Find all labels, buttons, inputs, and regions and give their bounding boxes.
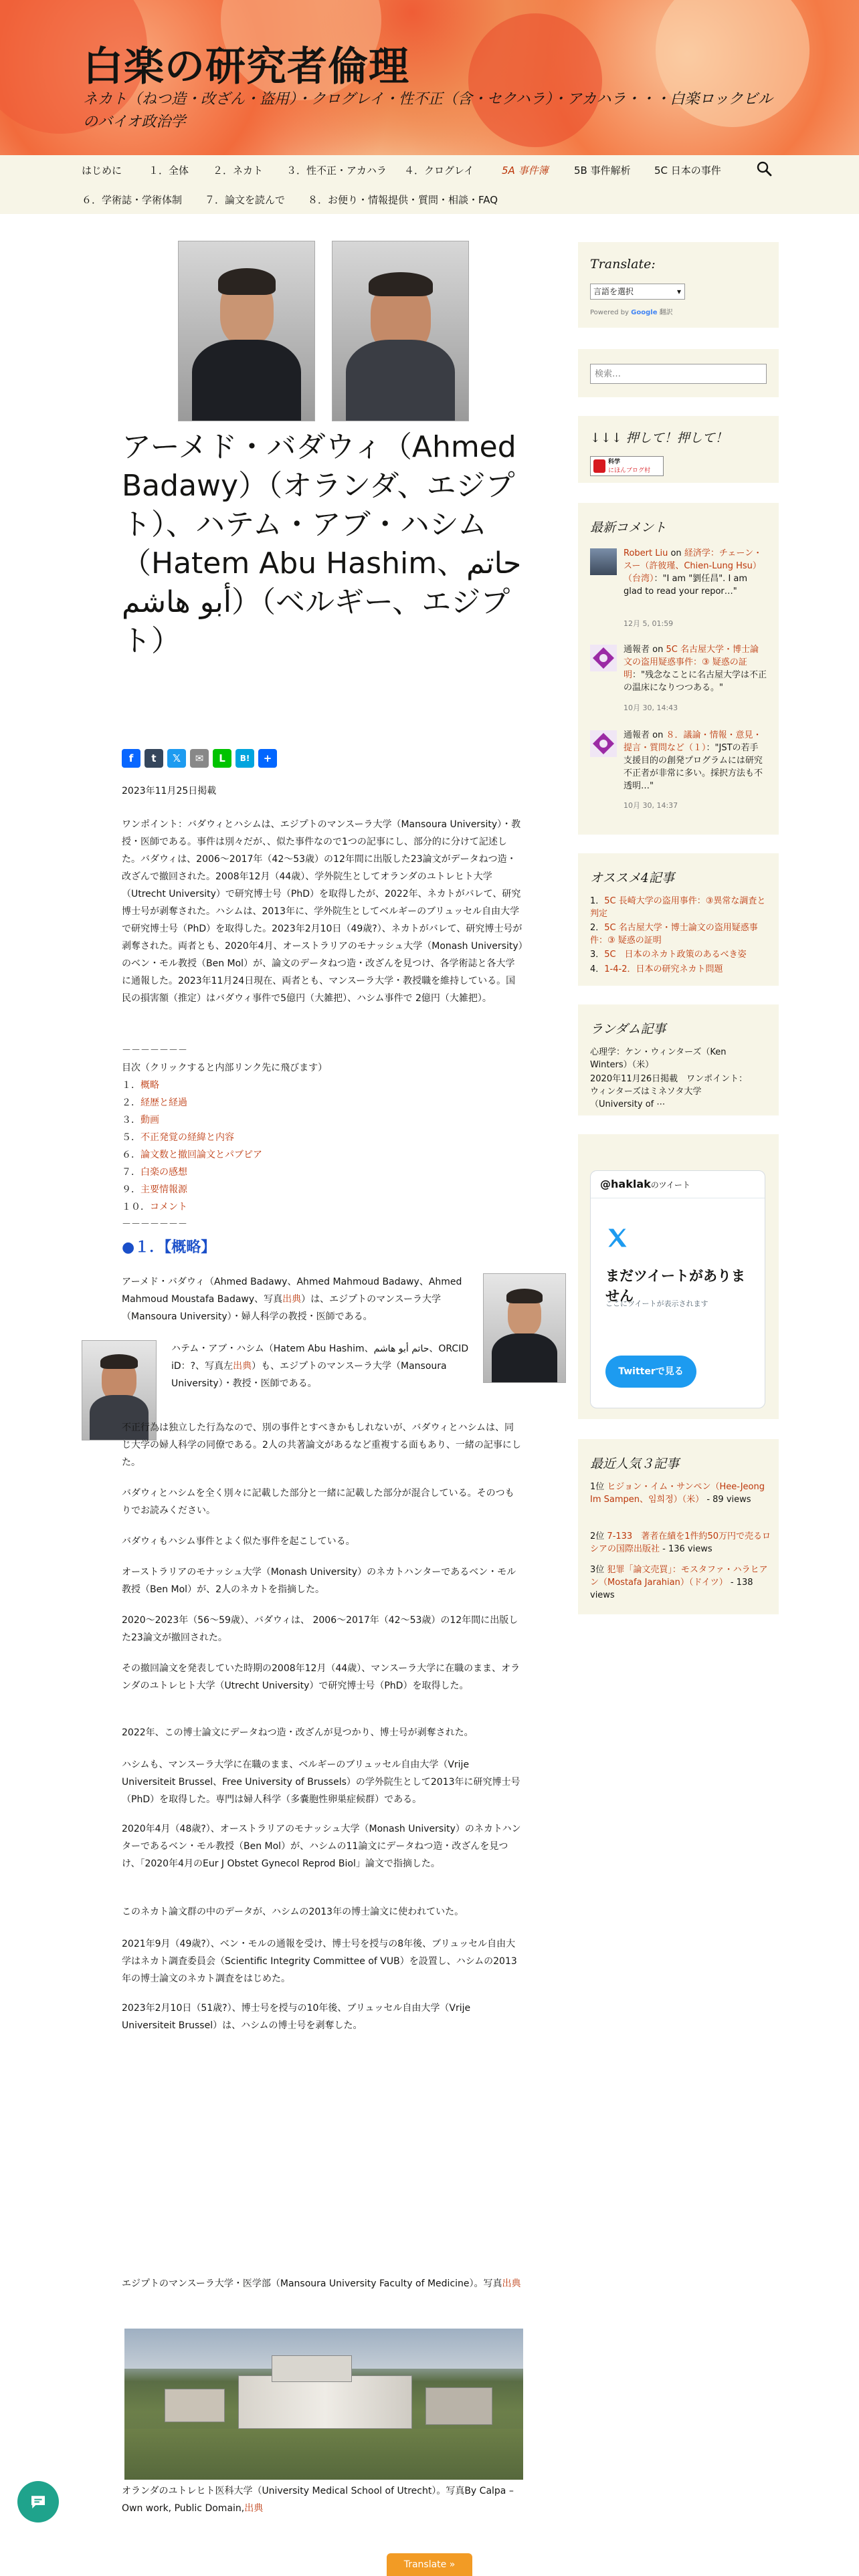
comment-item: Robert Liu on 経済学：チェーン・スー（許彼瑾、Chien-Lung Hsu）（台湾）："I am "劉任昌". I am glad to read your repor…" — [624, 548, 763, 597]
nav-item-zentai[interactable]: １．全体 — [149, 165, 189, 177]
body-paragraph: 2022年、この博士論文にデータねつ造・改ざんが見つかり、博士号が剥奪された。 — [122, 1727, 474, 1738]
toc-link[interactable]: 主要情報源 — [140, 1184, 187, 1195]
widget-title: ↓↓↓ 押して！押して！ — [590, 431, 728, 445]
post-title: アーメド・バダウィ（Ahmed Badawy）（オランダ、エジプト）、ハテム・アブ・ハシム（Hatem Abu Hashim、حاتم أبو هاشم）（ベルギー、エジプト） — [122, 430, 522, 658]
comment-item: 通報者 on 5C 名古屋大学・博士論文の盗用疑惑事件：③ 疑惑の証明："残念なことに名古屋大学は不正の温床になりつつある。" — [624, 645, 767, 693]
language-select[interactable]: 言語を選択 ▾ — [590, 284, 685, 300]
recommended-widget — [578, 853, 779, 986]
recommended-item[interactable]: 4．1‐4‐2．日本の研究ネカト問題 — [590, 964, 723, 974]
toc-rule: －－－－－－－ — [122, 1219, 187, 1230]
body-paragraph: オーストラリアのモナッシュ大学（Monash University）のネカトハンターであるベン・モル教授（Ben Mol）が、2人のネカトを指摘した。 — [122, 1567, 516, 1595]
image-caption-utrecht: オランダのユトレヒト医科大学（University Medical School of Utrecht）。写真By Calpa – Own work, Public Domain,出典 — [122, 2486, 514, 2514]
toc-item[interactable] — [122, 1129, 234, 1146]
toc-num: １０． — [122, 1202, 150, 1212]
badawy-intro: アーメド・バダウィ（Ahmed Badawy、Ahmed Mahmoud Badawy、Ahmed Mahmoud Moustafa Badawy、写真出典）は、エジプトのマンスーラ大学（Mansoura University）・婦人科学の教授・医師である。 — [122, 1277, 462, 1322]
body-paragraph: その撤回論文を発表していた時期の2008年12月（44歳）、マンスーラ大学に在職のまま、オランダのユトレヒト大学（Utrecht University）で研究博士号（PhD）を取得した。 — [122, 1663, 520, 1691]
popular-item[interactable]: 1位 ヒジョン・イム・サンペン（Hee-Jeong Im Sampen、임희정）（米） - 89 views — [590, 1482, 765, 1505]
comment-post-link[interactable]: ８．議論・情報・意見・提言・質問など（１） — [624, 730, 762, 753]
popular-item[interactable]: 2位 7-133 著者在績を1件約50万円で売るロシアの国際出版社 - 136 views — [590, 1531, 771, 1554]
toc-rule: －－－－－－－ — [122, 1045, 187, 1056]
x-logo-icon — [605, 1226, 630, 1250]
toc-link[interactable]: 白楽の感想 — [140, 1167, 187, 1178]
toc-link[interactable]: 経歴と経過 — [140, 1097, 187, 1108]
nav-item-5c-nihon[interactable]: 5C 日本の事件 — [654, 165, 721, 177]
blogmura-logo-icon — [593, 459, 605, 473]
twitter-timeline — [590, 1170, 765, 1408]
avatar — [590, 730, 617, 757]
translate-floating-tab[interactable]: Translate » — [387, 2553, 472, 2576]
toc-item[interactable] — [122, 1198, 187, 1216]
widget-title: 最新コメント — [590, 520, 667, 535]
comment-date: 12月 5, 01:59 — [624, 619, 674, 628]
hashim-intro: ハテム・アブ・ハシム（Hatem Abu Hashim、حاتم أبو هاشم、ORCID iD：?、写真左出典）も、エジプトのマンスーラ大学（Mansoura University）・教授・医師である。 — [171, 1344, 469, 1389]
no-tweets-sub: ここにツイートが表示されます — [605, 1299, 708, 1308]
toc-link[interactable]: 論文数と撤回論文とパブピア — [140, 1150, 262, 1160]
recommended-item[interactable]: 2．5C 名古屋大学・博士論文の盗用疑惑事件：③ 疑惑の証明 — [590, 923, 758, 946]
email-share-icon[interactable]: ✉ — [190, 749, 209, 768]
toc-num: ７． — [122, 1167, 140, 1178]
site-description: ネカト（ねつ造・改ざん・盗用）・クログレイ・性不正（含・セクハラ）・アカハラ・・・白楽ロックビルのバイオ政治学 — [83, 91, 773, 130]
body-paragraph: 2023年2月10日（51歳?）、博士号を授与の10年後、ブリュッセル自由大学（Vrije Universiteit Brussel）は、ハシムの博士号を剥奪した。 — [122, 2003, 471, 2031]
toc-link[interactable]: コメント — [150, 1202, 187, 1212]
toc-num: １． — [122, 1080, 140, 1091]
post-summary: ワンポイント：バダウィとハシムは、エジプトのマンスーラ大学（Mansoura University）・教授・医師である。事件は別々だが、、似た事件なので1つの記事にし、部分的に分けて記述した。バダウィは、2006～2017年（42～53歳）の12年間に出版した23論文がデータねつ造・改ざんで撤回された。2008年12月（44歳）、学外院生としてオランダのユトレヒト大学（Utrecht University）で研究博士号（PhD）を取得したが、2022年、ネカトがバレて、研究博士号が剥奪された。ハシムは、2013年に、学外院生としてベルギーのブリュッセル自由大学で研究博士号（PhD）を取得した。2023年2月10日（49歳?）、ネカトがバレて、研究博士号が剥奪された。両者とも、2020年4月、オーストラリアのモナッシュ大学（Monash University）のベン・モル教授（Ben Mol）が、論文のデータねつ造・改ざんを見つけ、各学術誌と各大学に通報した。2023年11月24日現在、両者とも、マンスーラ大学・教授職を維持している。国民の損害額（推定）はバダウィ事件で5億円（大雑把）、ハシム事件で 2億円（大雑把）。 — [122, 819, 523, 1004]
avatar — [590, 645, 617, 671]
toc-num: ３． — [122, 1115, 140, 1125]
line-share-icon[interactable]: L — [213, 749, 231, 768]
badawy-photo-source-link[interactable]: 出典 — [282, 1294, 302, 1305]
powered-by-google[interactable]: Powered by Google 翻訳 — [590, 309, 673, 316]
blogmura-banner[interactable]: 科学 にほんブログ村 — [590, 456, 664, 476]
blog-ranking-widget — [578, 416, 779, 483]
avatar — [590, 548, 617, 575]
popular-posts-widget — [578, 1439, 779, 1614]
site-title[interactable]: 白楽の研究者倫理 — [83, 43, 409, 90]
nav-item-otayori[interactable]: ８．お便り・情報提供・質問・相談・FAQ — [308, 194, 498, 206]
toc-title: 目次（クリックすると内部リンク先に飛びます） — [122, 1063, 328, 1073]
body-paragraph: このネカト論文群の中のデータが、ハシムの2013年の博士論文に使われていた。 — [122, 1907, 464, 1917]
recommended-item[interactable]: 1．5C 長崎大学の盗用事件：③異常な調査と判定 — [590, 896, 766, 919]
badawy-photo — [178, 241, 315, 421]
post-date: 2023年11月25日掲載 — [122, 786, 217, 796]
nav-item-ronbun[interactable]: ７．論文を読んで — [205, 194, 286, 206]
comment-date: 10月 30, 14:43 — [624, 704, 678, 712]
twitter-share-icon[interactable]: 𝕏 — [167, 749, 186, 768]
toc-item[interactable] — [122, 1146, 262, 1164]
view-on-twitter-button[interactable]: Twitterで見る — [605, 1356, 696, 1388]
body-paragraph: バダウィとハシムを全く別々に記載した部分と一緒に記載した部分が混合している。そのつもりでお読みください。 — [122, 1488, 514, 1516]
section-heading-overview: ●１．【概略】 — [122, 1239, 216, 1256]
search-widget — [578, 349, 779, 397]
recommended-item[interactable]: 3．5C 日本のネカト政策のあるべき姿 — [590, 950, 747, 960]
search-icon[interactable] — [756, 160, 772, 177]
comment-item: 通報者 on ８．議論・情報・意見・提言・質問など（１）："JSTの若手支援目的の創発プログラムには研究不正者が非常に多い。採択方法も不透明…" — [624, 730, 763, 791]
nav-item-5a-jikenbo[interactable]: 5A 事件簿 — [502, 165, 549, 177]
random-post-widget — [578, 1004, 779, 1115]
hatena-share-icon[interactable]: B! — [235, 749, 254, 768]
facebook-share-icon[interactable]: f — [122, 749, 140, 768]
comment-post-link[interactable]: 経済学：チェーン・スー（許彼瑾、Chien-Lung Hsu）（台湾） — [624, 548, 763, 584]
chevron-down-icon: ▾ — [676, 287, 681, 296]
toc-item[interactable] — [122, 1111, 159, 1129]
chat-button[interactable] — [17, 2481, 59, 2523]
body-paragraph: ハシムも、マンスーラ大学に在職のまま、ベルギーのブリュッセル自由大学（Vrije Universiteit Brussel、Free University of Brussels）の学外院生として2013年に研究博士号（PhD）を取得した。専門は婦人科学（多嚢胞性卵巣症候群）である。 — [122, 1759, 520, 1805]
toc-link[interactable]: 概略 — [140, 1080, 159, 1091]
sidebar-search-input[interactable] — [590, 364, 767, 384]
main-navigation — [0, 155, 859, 214]
nav-item-5b-jiken-kaiseki[interactable]: 5B 事件解析 — [574, 165, 631, 177]
comment-post-link[interactable]: 5C 名古屋大学・博士論文の盗用疑惑事件：③ 疑惑の証明 — [624, 645, 759, 680]
nav-item-sei-fusei[interactable]: ３．性不正・アカハラ — [286, 165, 387, 177]
nav-item-gakujutsushi[interactable]: ６．学術誌・学術体制 — [82, 194, 183, 206]
chat-icon — [28, 2492, 48, 2512]
twitter-handle[interactable]: @haklakのツイート — [600, 1178, 690, 1190]
comment-date: 10月 30, 14:37 — [624, 801, 678, 810]
hashim-photo — [332, 241, 469, 421]
body-paragraph: 2020年4月（48歳?）、オーストラリアのモナッシュ大学（Monash University）のネカトハンターであるベン・モル教授（Ben Mol）が、ハシムの11論文にデータねつ造・改ざんを見つけ、「2020年4月のEur J Obstet Gynecol Reprod Biol」論文で指摘した。 — [122, 1824, 521, 1869]
no-tweets-message: まだツイートがありません — [605, 1268, 745, 1304]
body-paragraph: 2021年9月（49歳?）、ベン・モルの通報を受け、博士号を授与の8年後、ブリュッセル自由大学はネカト調査委員会（Scientific Integrity Committee of VUB）を設置し、ハシムの2013年の博士論文のネカト調査をはじめた。 — [122, 1939, 517, 1984]
addtoany-share-icon[interactable]: + — [258, 749, 277, 768]
toc-link[interactable]: 動画 — [140, 1115, 159, 1125]
site-header — [0, 0, 859, 155]
hashim-photo-source-link[interactable]: 出典 — [233, 1361, 252, 1372]
toc-num: ５． — [122, 1132, 140, 1143]
body-paragraph: バダウィもハシム事件とよく似た事件を起こしている。 — [122, 1536, 355, 1547]
image-caption-mansoura: エジプトのマンスーラ大学・医学部（Mansoura University Faculty of Medicine）。写真出典 — [122, 2278, 521, 2289]
widget-title: 最近人気３記事 — [590, 1457, 680, 1471]
comment-author-link[interactable]: Robert Liu — [624, 548, 668, 558]
random-post-excerpt: 2020年11月26日掲載 ワンポイント：ウィンターズはミネソタ大学（University of ⋯ — [590, 1074, 748, 1109]
toc-item[interactable] — [122, 1094, 187, 1111]
badawy-photo-small — [483, 1273, 566, 1383]
body-paragraph: 不正行為は独立した行為なので、別の事件とすべきかもしれないが、バダウィとハシムは、同じ大学の婦人科学の同僚である。2人の共著論文があるなど重複する面もあり、一緒の記事にした。 — [122, 1422, 521, 1468]
widget-title: ランダム記事 — [590, 1022, 666, 1037]
toc-item[interactable] — [122, 1181, 187, 1198]
utrecht-photo-source-link[interactable]: 出典 — [244, 2503, 264, 2514]
toc-item[interactable] — [122, 1164, 187, 1181]
mansoura-photo-source-link[interactable]: 出典 — [502, 2278, 521, 2289]
widget-title: Translate: — [590, 257, 656, 272]
nav-item-netkato[interactable]: ２．ネカト — [213, 165, 264, 177]
utrecht-campus-photo — [124, 2329, 523, 2480]
popular-item[interactable]: 3位 犯罪「論文売買」：モスタファ・ハラヒアン（Mostafa Jarahian）（ドイツ） - 138 views — [590, 1565, 768, 1600]
translate-widget — [578, 242, 779, 328]
recent-comments-widget — [578, 503, 779, 835]
toc-num: ２． — [122, 1097, 140, 1108]
toc-link[interactable]: 不正発覚の経緯と内容 — [140, 1132, 234, 1143]
nav-item-kurogurei[interactable]: ４．クログレイ — [404, 165, 474, 177]
tumblr-share-icon[interactable]: t — [145, 749, 163, 768]
nav-item-hajimeni[interactable]: はじめに — [82, 165, 122, 177]
toc-num: ６． — [122, 1150, 140, 1160]
body-paragraph: 2020～2023年（56～59歳）、バダウィは、 2006～2017年（42～53歳）の12年間に出版した23論文が撤回された。 — [122, 1615, 518, 1643]
toc-num: ９． — [122, 1184, 140, 1195]
random-post-link[interactable]: 心理学：ケン・ウィンターズ（Ken Winters）（米） — [590, 1047, 727, 1070]
widget-title: オススメ4記事 — [590, 871, 674, 885]
toc-item[interactable] — [122, 1077, 159, 1094]
